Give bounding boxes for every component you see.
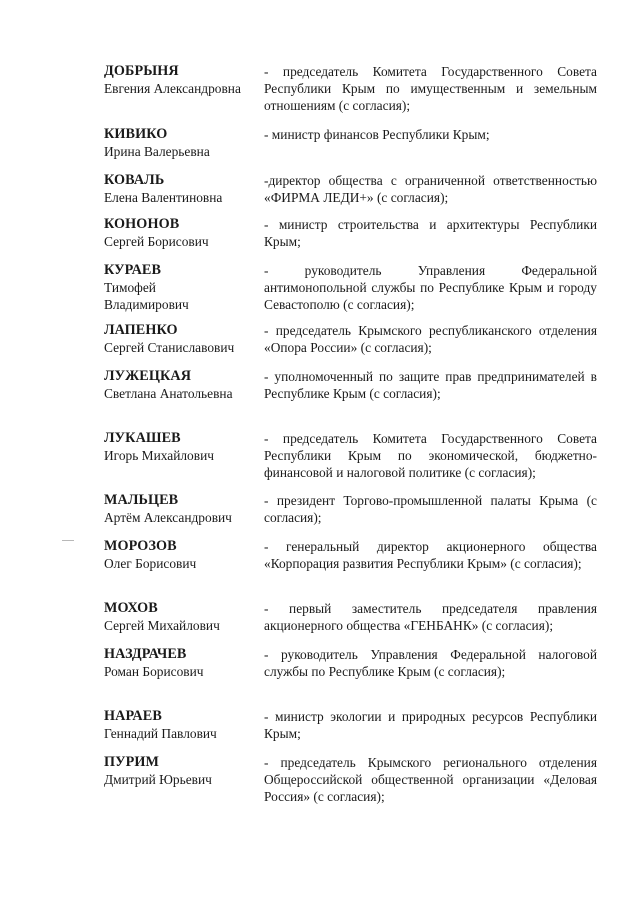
member-name <box>104 63 262 97</box>
member-name <box>104 430 262 464</box>
member-given-name: Дмитрий Юрьевич <box>104 772 212 787</box>
member-name <box>104 262 262 313</box>
member-given-name: Артём Александрович <box>104 510 232 525</box>
member-name <box>104 216 262 250</box>
member-position: - генеральный директор акционерного общества «Корпорация развития Республики Крым» (с согласия); <box>264 539 597 571</box>
member-given-name: Елена Валентиновна <box>104 190 223 205</box>
member-name <box>104 172 262 206</box>
member-name <box>104 322 262 356</box>
member-name <box>104 368 262 402</box>
member-given-name: Тимофей <box>104 280 156 295</box>
member-surname: ПУРИМ <box>104 754 160 770</box>
member-name <box>104 126 262 160</box>
member-position: - руководитель Управления Федеральной антимонопольной службы по Республике Крым и городу Севастополю (с согласия); <box>264 263 597 312</box>
member-given-name: Светлана Анатольевна <box>104 386 233 401</box>
member-surname: КОНОНОВ <box>104 216 180 232</box>
member-given-name: Владимирович <box>104 297 189 312</box>
member-surname: КИВИКО <box>104 126 168 142</box>
member-given-name: Сергей Михайлович <box>104 618 220 633</box>
member-surname: ЛУЖЕЦКАЯ <box>104 368 192 384</box>
member-surname: ЛУКАШЕВ <box>104 430 181 446</box>
member-name <box>104 538 262 572</box>
member-position: - руководитель Управления Федеральной налоговой службы по Республике Крым (с согласия); <box>264 647 597 679</box>
member-given-name: Ирина Валерьевна <box>104 144 210 159</box>
member-given-name: Геннадий Павлович <box>104 726 217 741</box>
member-surname: КУРАЕВ <box>104 262 162 278</box>
member-surname: НАЗДРАЧЕВ <box>104 646 187 662</box>
member-name <box>104 754 262 788</box>
member-position: - председатель Крымского республиканского отделения «Опора России» (с согласия); <box>264 323 597 355</box>
member-position: - министр экологии и природных ресурсов Республики Крым; <box>264 709 597 741</box>
member-name <box>104 708 262 742</box>
member-surname: ЛАПЕНКО <box>104 322 178 338</box>
member-position: - министр строительства и архитектуры Республики Крым; <box>264 217 597 249</box>
member-position: - председатель Комитета Государственного Совета Республики Крым по имущественным и земельным отношениям (с согласия); <box>264 64 597 113</box>
member-name <box>104 492 262 526</box>
member-position: - председатель Крымского регионального отделения Общероссийской общественной организации «Деловая Россия» (с согласия); <box>264 755 597 804</box>
member-surname: КОВАЛЬ <box>104 172 165 188</box>
member-given-name: Олег Борисович <box>104 556 197 571</box>
member-given-name: Игорь Михайлович <box>104 448 214 463</box>
member-surname: НАРАЕВ <box>104 708 162 724</box>
member-given-name: Сергей Борисович <box>104 234 209 249</box>
member-position: - президент Торгово-промышленной палаты Крыма (с согласия); <box>264 493 597 525</box>
margin-mark <box>62 540 74 541</box>
member-surname: ДОБРЫНЯ <box>104 63 179 79</box>
member-position: - первый заместитель председателя правления акционерного общества «ГЕНБАНК» (с согласия); <box>264 601 597 633</box>
member-surname: МАЛЬЦЕВ <box>104 492 179 508</box>
member-given-name: Сергей Станиславович <box>104 340 235 355</box>
member-surname: МОХОВ <box>104 600 158 616</box>
member-given-name: Роман Борисович <box>104 664 204 679</box>
member-position: - председатель Комитета Государственного Совета Республики Крым по экономической, бюджетно-финансовой и налоговой политике (с согласия); <box>264 431 597 480</box>
member-surname: МОРОЗОВ <box>104 538 177 554</box>
member-position: - министр финансов Республики Крым; <box>264 127 490 142</box>
member-position: - уполномоченный по защите прав предпринимателей в Республике Крым (с согласия); <box>264 369 597 401</box>
member-name <box>104 600 262 634</box>
member-given-name: Евгения Александровна <box>104 81 241 96</box>
member-position: -директор общества с ограниченной ответственностью «ФИРМА ЛЕДИ+» (с согласия); <box>264 173 597 205</box>
member-name <box>104 646 262 680</box>
